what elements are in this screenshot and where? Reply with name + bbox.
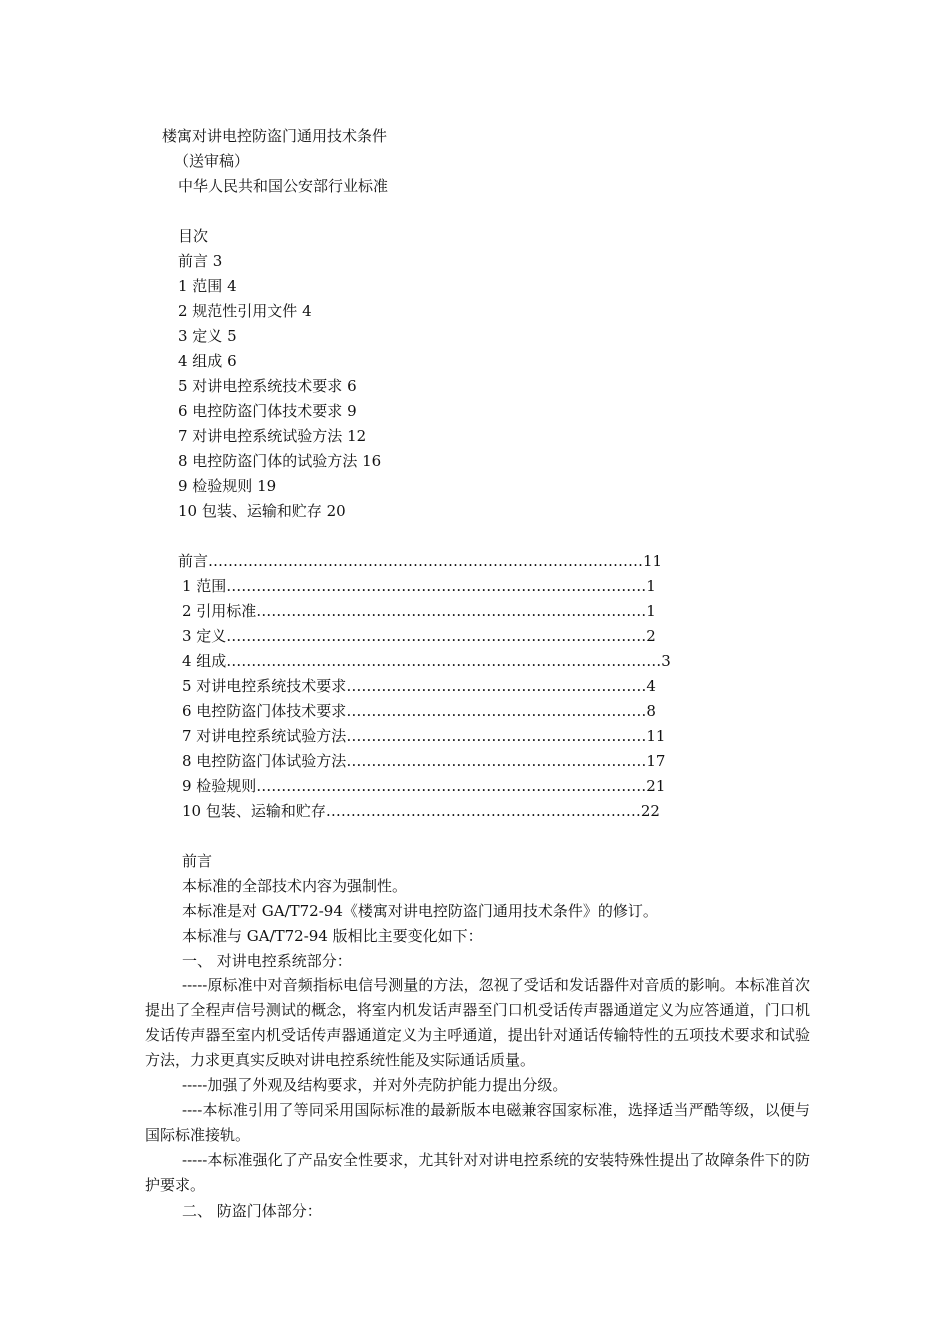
toc-item: 8 电控防盗门体的试验方法 16 <box>178 452 382 470</box>
foreword-paragraph: ----本标准引用了等同采用国际标准的最新版本电磁兼容国家标准，选择适当严酷等级，以便与国际标准接轨。 <box>145 1101 810 1144</box>
document-issuer: 中华人民共和国公安部行业标准 <box>178 177 389 195</box>
foreword-paragraph: -----加强了外观及结构要求，并对外壳防护能力提出分级。 <box>182 1076 568 1094</box>
toc-item: 前言 3 <box>178 252 223 270</box>
toc-dotted-item: 2 引用标准……………………………………………………………………1 <box>182 602 656 620</box>
foreword-section-heading: 二、 防盗门体部分： <box>182 1202 322 1220</box>
toc-dotted-item: 4 组成……………………………………………………………………………3 <box>182 652 671 670</box>
toc-dotted-item: 7 对讲电控系统试验方法……………………………………………………11 <box>182 727 666 745</box>
toc-dotted-item: 3 定义…………………………………………………………………………2 <box>182 627 656 645</box>
foreword-heading: 前言 <box>182 852 213 870</box>
foreword-line: 本标准的全部技术内容为强制性。 <box>182 877 408 895</box>
toc-dotted-item: 6 电控防盗门体技术要求……………………………………………………8 <box>182 702 656 720</box>
toc-dotted-item: 9 检验规则……………………………………………………………………21 <box>182 777 666 795</box>
foreword-line: 一、 对讲电控系统部分： <box>182 952 352 970</box>
document-title: 楼寓对讲电控防盗门通用技术条件 <box>162 127 388 145</box>
foreword-line: 本标准是对 GA/T72-94《楼寓对讲电控防盗门通用技术条件》的修订。 <box>182 902 658 920</box>
foreword-line: 本标准与 GA/T72-94 版相比主要变化如下： <box>182 927 483 945</box>
toc-item: 10 包装、运输和贮存 20 <box>178 502 346 520</box>
toc-heading: 目次 <box>178 227 209 245</box>
foreword-paragraph: -----原标准中对音频指标电信号测量的方法，忽视了受话和发话器件对音质的影响。本标准首次提出了全程声信号测试的概念，将室内机发话声器至门口机受话传声器通道定义为应答通道，门口机发话传声器至室内机受话传声器通道定义为主呼通道，提出针对通话传输特性的五项技术要求和试验方法，力求更真实反映对讲电控系统性能及实际通话质量。 <box>145 976 810 1069</box>
toc-dotted-item: 8 电控防盗门体试验方法……………………………………………………17 <box>182 752 666 770</box>
toc-item: 6 电控防盗门体技术要求 9 <box>178 402 357 420</box>
foreword-paragraph: -----本标准强化了产品安全性要求，尤其针对对讲电控系统的安装特殊性提出了故障条件下的防护要求。 <box>145 1151 810 1194</box>
toc-dotted-item: 5 对讲电控系统技术要求……………………………………………………4 <box>182 677 656 695</box>
toc-dotted-item: 1 范围…………………………………………………………………………1 <box>182 577 656 595</box>
toc-item: 2 规范性引用文件 4 <box>178 302 312 320</box>
toc-item: 5 对讲电控系统技术要求 6 <box>178 377 357 395</box>
toc-dotted-item: 前言……………………………………………………………………………11 <box>178 552 663 570</box>
toc-item: 3 定义 5 <box>178 327 237 345</box>
toc-item: 1 范围 4 <box>178 277 237 295</box>
toc-dotted-item: 10 包装、运输和贮存………………………………………………………22 <box>182 802 660 820</box>
toc-item: 4 组成 6 <box>178 352 237 370</box>
toc-item: 7 对讲电控系统试验方法 12 <box>178 427 367 445</box>
document-subtitle: （送审稿） <box>174 152 250 170</box>
toc-item: 9 检验规则 19 <box>178 477 277 495</box>
